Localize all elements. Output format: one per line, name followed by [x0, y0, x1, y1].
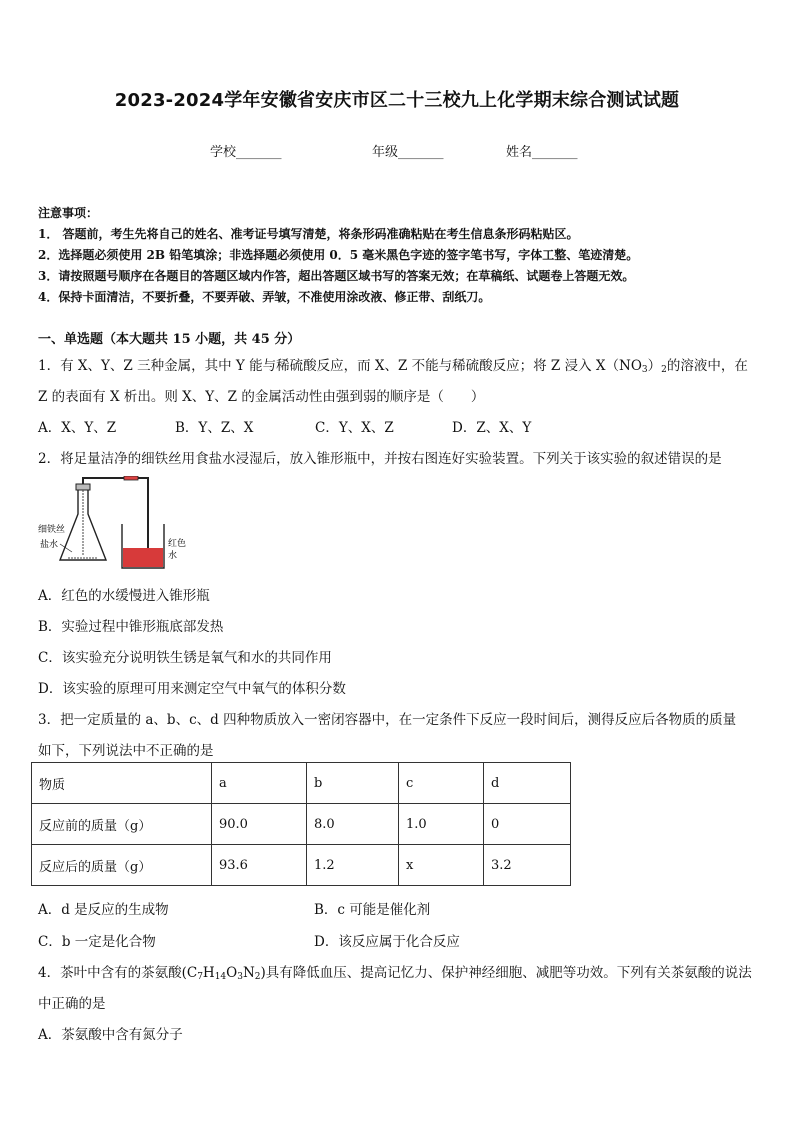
q4-stem-line2: 中正确的是 [38, 996, 106, 1012]
section-heading: 一、单选题（本大题共 15 小题，共 45 分） [38, 332, 301, 347]
q4-subscript: 3 [237, 972, 243, 982]
q3-stem-line1: 3．把一定质量的 a、b、c、d 四种物质放入一密闭容器中，在一定条件下反应一段时间后，测得反应后各物质的质量 [38, 712, 737, 728]
q3-stem-line2: 如下，下列说法中不正确的是 [38, 743, 214, 759]
q1-stem-line1 [38, 354, 748, 374]
school-field: 学校_______ [210, 145, 282, 160]
q3-option-d: D．该反应属于化合反应 [314, 934, 460, 950]
q1-stem-line2: Z 的表面有 X 析出。则 X、Y、Z 的金属活动性由强到弱的顺序是（ ） [38, 389, 485, 405]
q4-stem-line1 [38, 961, 752, 981]
q1-option-a: A．X、Y、Z [38, 420, 117, 436]
table-cell: 反应后的质量（g） [32, 845, 212, 886]
note-item: 2．选择题必须使用 2B 铅笔填涂；非选择题必须使用 0．5 毫米黑色字迹的签字笔书写，字体工整、笔迹清楚。 [38, 248, 639, 262]
table-cell: 反应前的质量（g） [32, 804, 212, 845]
page-title: 2023-2024学年安徽省安庆市区二十三校九上化学期末综合测试试题 [114, 90, 680, 111]
q2-stem: 2．将足量洁净的细铁丝用食盐水浸湿后，放入锥形瓶中，并按右图连好实验装置。下列关于该实验的叙述错误的是 [38, 451, 722, 467]
note-item: 4．保持卡面清洁，不要折叠，不要弄破、弄皱，不准使用涂改液、修正带、刮纸刀。 [38, 290, 491, 304]
notes-heading: 注意事项： [38, 206, 99, 220]
table-cell: 物质 [32, 763, 212, 804]
notes-block [38, 203, 758, 308]
label-water: 水 [168, 551, 178, 561]
table-cell: d [484, 763, 571, 804]
experiment-apparatus-figure [38, 476, 188, 576]
label-salt-water: 盐水 [40, 540, 59, 550]
q4-text-part: N [242, 965, 255, 981]
q1-option-b: B．Y、Z、X [175, 420, 254, 436]
table-cell: 1.0 [399, 804, 484, 845]
q2-option-d: D．该实验的原理可用来测定空气中氧气的体积分数 [38, 681, 346, 697]
name-field: 姓名_______ [506, 145, 578, 160]
grade-field: 年级_______ [372, 145, 444, 160]
table-row [32, 804, 571, 845]
note-item: 1． 答题前，考生先将自己的姓名、准考证号填写清楚，将条形码准确粘贴在考生信息条形码粘贴区。 [38, 227, 579, 241]
label-red: 红色 [168, 539, 187, 549]
q4-subscript: 7 [197, 972, 203, 982]
q2-option-b: B．实验过程中锥形瓶底部发热 [38, 619, 224, 635]
q1-text-part: ） [647, 358, 662, 374]
table-cell: 90.0 [212, 804, 307, 845]
q4-option-a: A．茶氨酸中含有氮分子 [38, 1027, 183, 1043]
table-cell: a [212, 763, 307, 804]
q1-option-d: D．Z、X、Y [452, 420, 532, 436]
q2-option-c: C．该实验充分说明铁生锈是氧气和水的共同作用 [38, 650, 332, 666]
q3-mass-table [31, 762, 571, 886]
q1-option-c: C．Y、X、Z [315, 420, 394, 436]
q4-subscript: 2 [254, 972, 261, 982]
q4-subscript: 14 [214, 972, 227, 982]
table-cell: b [307, 763, 399, 804]
q1-text-part: 1．有 X、Y、Z 三种金属，其中 Y 能与稀硫酸反应，而 X、Z 不能与稀硫酸反应；将 Z 浸入 X（NO [38, 358, 642, 374]
q4-text-part: 4．茶叶中含有的茶氨酸(C [38, 965, 198, 981]
q1-text-part: 的溶液中，在 [666, 358, 748, 374]
q1-subscript: 3 [641, 365, 648, 375]
note-item: 3．请按照题号顺序在各题目的答题区域内作答，超出答题区域书写的答案无效；在草稿纸、试题卷上答题无效。 [38, 269, 635, 283]
table-cell: 1.2 [307, 845, 399, 886]
table-row [32, 763, 571, 804]
table-cell: c [399, 763, 484, 804]
q3-option-b: B．c 可能是催化剂 [314, 902, 431, 918]
table-cell: x [399, 845, 484, 886]
q4-text-part: H [202, 965, 215, 981]
label-iron-wire: 细铁丝 [38, 525, 66, 535]
q2-option-a: A．红色的水缓慢进入锥形瓶 [38, 588, 210, 604]
q3-option-a: A．d 是反应的生成物 [38, 902, 169, 918]
table-cell: 8.0 [307, 804, 399, 845]
table-cell: 93.6 [212, 845, 307, 886]
q4-text-part: O [226, 965, 238, 981]
table-cell: 0 [484, 804, 571, 845]
q3-option-c: C．b 一定是化合物 [38, 934, 156, 950]
table-row [32, 845, 571, 886]
q4-text-part: )具有降低血压、提高记忆力、保护神经细胞、减肥等功效。下列有关茶氨酸的说法 [260, 965, 752, 981]
q1-subscript: 2 [661, 365, 667, 375]
table-cell: 3.2 [484, 845, 571, 886]
